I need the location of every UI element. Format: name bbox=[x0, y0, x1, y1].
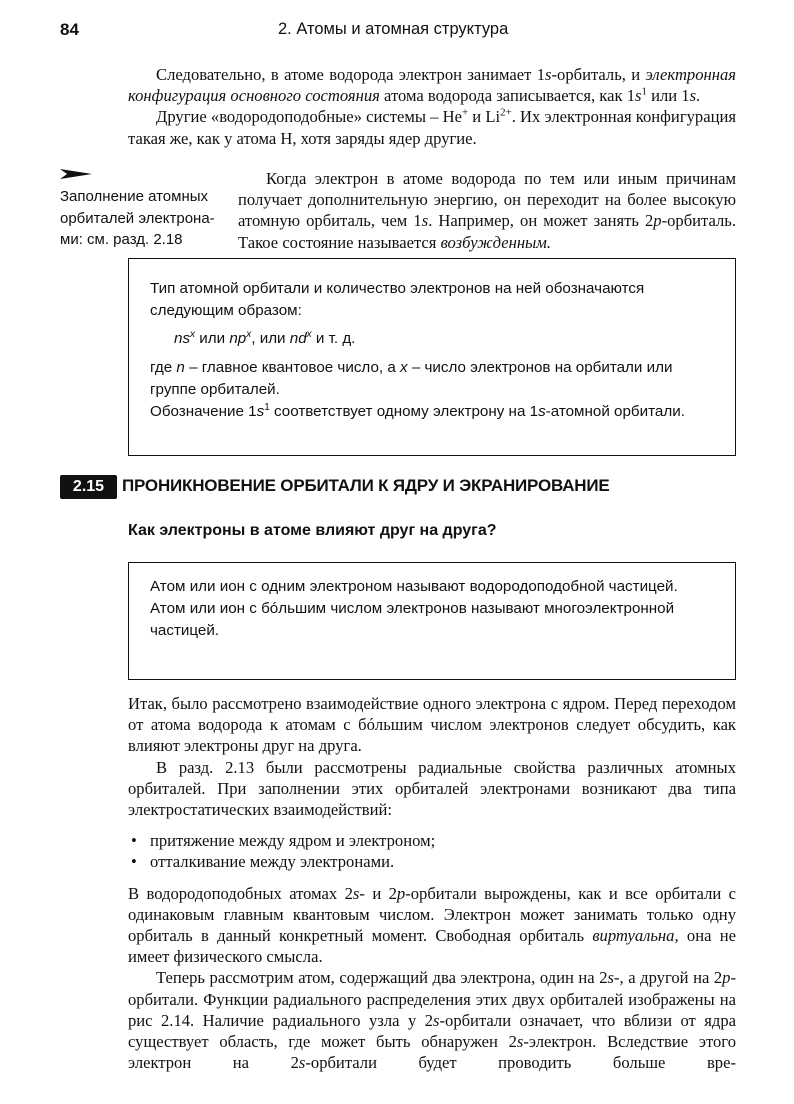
bullet-icon: • bbox=[131, 852, 137, 872]
box-line: Обозначение $1s^1$ соответствует одному электрону на 1s-атомной орбитали. bbox=[150, 401, 685, 420]
pointer-arrow-icon bbox=[60, 168, 92, 180]
definition-box-particles bbox=[128, 562, 736, 680]
paragraph: Итак, было рассмотрено взаимодействие одного электрона с ядром. Перед переходом от атома водорода к атомам с бóльшим числом электронов следует обсудить, как влияют электроны друг на друга. bbox=[128, 694, 736, 756]
box-line: Атом или ион с бóльшим числом электронов называют многоэлектронной частицей. bbox=[150, 599, 675, 639]
paragraph: В разд. 2.13 были рассмотрены радиальные свойства различных атомных орбиталей. При заполнении этих орбиталей электронами возникают два типа электростатических взаимодействий: bbox=[128, 757, 736, 820]
subsection-question: Как электроны в атоме влияют друг на друга? bbox=[128, 522, 497, 539]
section-title: ПРОНИКНОВЕНИЕ ОРБИТАЛИ К ЯДРУ И ЭКРАНИРОВАНИЕ bbox=[122, 476, 610, 495]
paragraph: Когда электрон в атоме водорода по тем или иным причинам получает дополнительную энергию, он переходит на более высокую атомную орбиталь, чем 1s. Например, он может занять 2p-орбиталь. Такое состояние называется возбужденным. bbox=[238, 169, 736, 252]
page-header bbox=[60, 20, 740, 46]
box-line: Тип атомной орбитали и количество электронов на ней обозначаются следующим образом: bbox=[150, 280, 645, 319]
box-line: Атом или ион с одним электроном называют водородоподобной частицей. bbox=[150, 578, 678, 595]
paragraph: В водородоподобных атомах 2s- и 2p-орбитали вырождены, как и все орбитали с одинаковым главным квантовым числом. Электрон может занимать только одну орбиталь в данный конкретный момент. Свободная орбиталь виртуальна, она не имеет физического смысла. bbox=[128, 883, 736, 967]
bullet-list bbox=[128, 830, 736, 872]
margin-note: Заполнение атомных орбиталей электрона-ми: см. разд. 2.18 bbox=[60, 188, 215, 248]
section-heading bbox=[60, 474, 740, 500]
list-item: • отталкивание между электронами. bbox=[131, 852, 395, 872]
paragraph: Теперь рассмотрим атом, содержащий два электрона, один на 2s-, а другой на 2p-орбитали. Функции радиального распределения этих двух орбиталей изображены на рис 2.14. Наличие радиального узла у 2s-орбитали означает, что вблизи от ядра существует область, где может быть обнаружен 2s-электрон. Вследствие этого электрон на 2s-орбитали будет проводить больше вре- bbox=[128, 968, 736, 1073]
main-paragraphs bbox=[128, 693, 736, 1073]
page-number: 84 bbox=[60, 20, 79, 39]
list-item: • притяжение между ядром и электроном; bbox=[131, 831, 436, 851]
notation-formula: $ns^x$ или $np^x$, или $nd^x$ и т. д. bbox=[174, 328, 356, 347]
section-number-badge: 2.15 bbox=[60, 475, 117, 499]
running-title: 2. Атомы и атомная структура bbox=[278, 20, 509, 38]
paragraph: Следовательно, в атоме водорода электрон занимает 1s-орбиталь, и электронная конфигурация основного состояния атома водорода записывается, как $1s^1$ или 1s. bbox=[128, 65, 736, 106]
excited-state-paragraph bbox=[238, 168, 736, 253]
paragraph: Другие «водородоподобные» системы – He+ и $Li^{2+}$. Их электронная конфигурация такая же, как у атома H, хотя заряды ядер другие. bbox=[128, 106, 736, 148]
definition-box-orbital-notation bbox=[128, 258, 736, 456]
intro-paragraphs bbox=[128, 64, 736, 149]
box-line: где n – главное квантовое число, а x – число электронов на орбитали или группе орбиталей. bbox=[150, 359, 673, 399]
bullet-icon: • bbox=[131, 831, 137, 851]
